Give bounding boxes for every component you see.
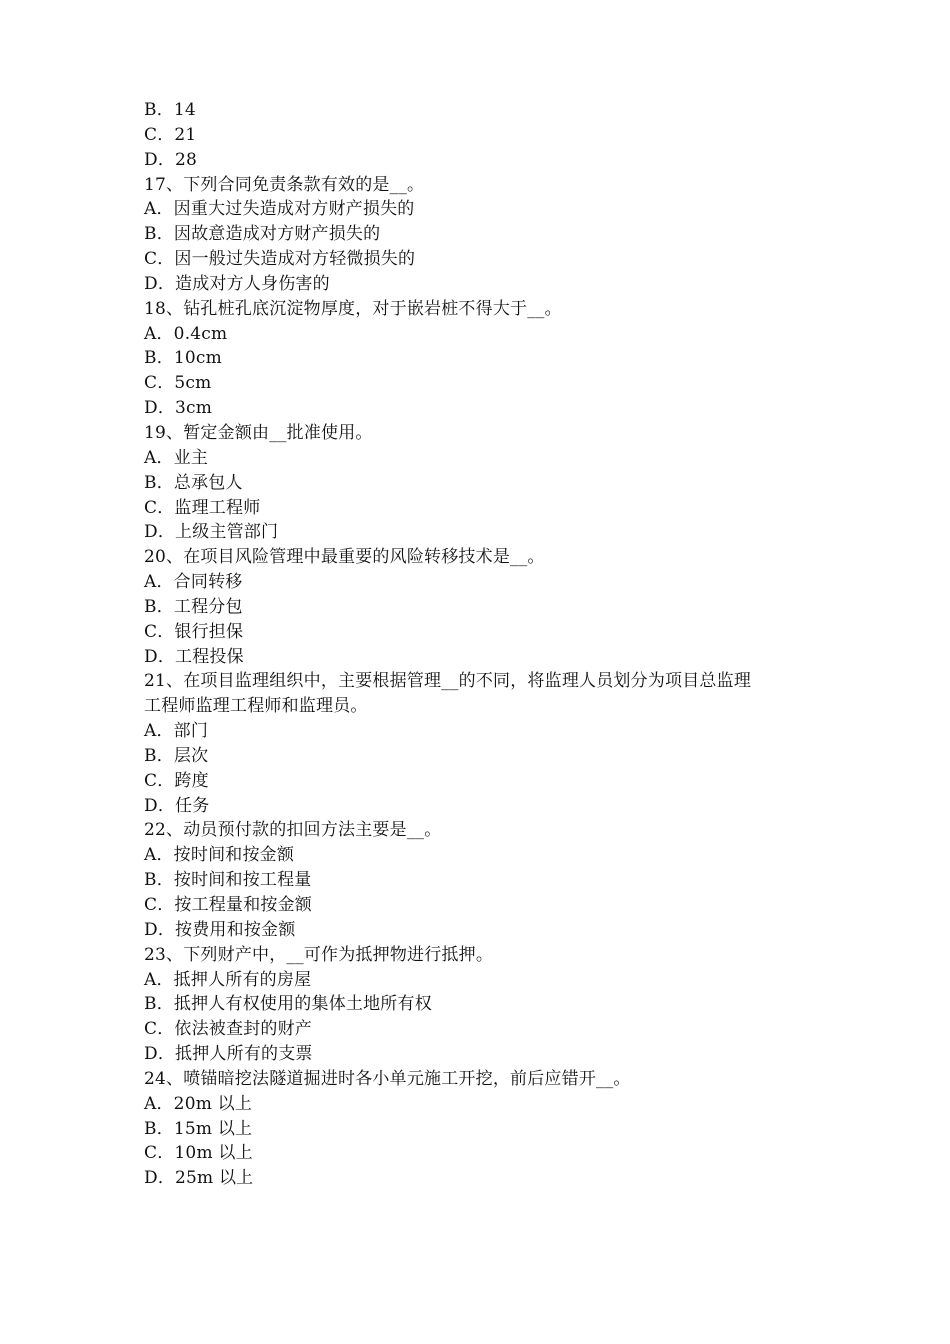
option-line: B．15m 以上 bbox=[144, 1118, 253, 1139]
option-line: A．因重大过失造成对方财产损失的 bbox=[144, 199, 415, 220]
option-line: B．层次 bbox=[144, 745, 209, 766]
option-line: D．抵押人所有的支票 bbox=[144, 1044, 313, 1065]
question-line: 21、在项目监理组织中，主要根据管理__的不同，将监理人员划分为项目总监理 bbox=[144, 671, 752, 692]
option-line: D．3cm bbox=[144, 398, 213, 419]
option-line: C．依法被查封的财产 bbox=[144, 1019, 313, 1040]
option-line: B．因故意造成对方财产损失的 bbox=[144, 224, 381, 245]
question-line: 20、在项目风险管理中最重要的风险转移技术是__。 bbox=[144, 547, 545, 568]
question-line: 23、下列财产中，__可作为抵押物进行抵押。 bbox=[144, 944, 494, 965]
option-line: D．造成对方人身伤害的 bbox=[144, 273, 330, 294]
question-line: 24、喷锚暗挖法隧道掘进时各小单元施工开挖，前后应错开__。 bbox=[144, 1068, 631, 1089]
option-line: B．工程分包 bbox=[144, 596, 243, 617]
question-list bbox=[144, 98, 824, 1191]
option-line: C．因一般过失造成对方轻微损失的 bbox=[144, 249, 416, 270]
option-line: A．0.4cm bbox=[144, 323, 228, 344]
option-line: D．25m 以上 bbox=[144, 1168, 254, 1189]
option-line: C．按工程量和按金额 bbox=[144, 895, 313, 915]
option-line: B．抵押人有权使用的集体土地所有权 bbox=[144, 994, 432, 1015]
option-line: B．10cm bbox=[144, 348, 222, 369]
option-line: B．总承包人 bbox=[144, 472, 243, 493]
question-line: 17、下列合同免责条款有效的是__。 bbox=[144, 174, 425, 195]
option-line: C．21 bbox=[144, 124, 197, 145]
question-line-continued: 工程师监理工程师和监理员。 bbox=[144, 696, 368, 717]
question-line: 22、动员预付款的扣回方法主要是__。 bbox=[144, 820, 442, 841]
question-line: 18、钻孔桩孔底沉淀物厚度，对于嵌岩桩不得大于__。 bbox=[144, 298, 562, 319]
option-line: C．跨度 bbox=[144, 770, 209, 791]
question-line: 19、暂定金额由__批准使用。 bbox=[144, 422, 373, 443]
option-line: C．银行担保 bbox=[144, 621, 244, 642]
option-line: B．14 bbox=[144, 100, 196, 120]
option-line: A．按时间和按金额 bbox=[144, 845, 295, 866]
option-line: B．按时间和按工程量 bbox=[144, 870, 312, 891]
option-line: A．20m 以上 bbox=[144, 1093, 253, 1114]
option-line: D．任务 bbox=[144, 795, 210, 816]
option-line: A．合同转移 bbox=[144, 572, 243, 593]
option-line: A．部门 bbox=[144, 721, 209, 742]
option-line: A．抵押人所有的房屋 bbox=[144, 969, 312, 990]
option-line: D．上级主管部门 bbox=[144, 522, 279, 543]
option-line: C．5cm bbox=[144, 373, 212, 394]
option-line: D．按费用和按金额 bbox=[144, 919, 296, 940]
option-line: A．业主 bbox=[144, 447, 209, 468]
option-line: D．28 bbox=[144, 149, 198, 170]
option-line: C．10m 以上 bbox=[144, 1143, 253, 1164]
option-line: C．监理工程师 bbox=[144, 497, 261, 518]
option-line: D．工程投保 bbox=[144, 646, 244, 667]
